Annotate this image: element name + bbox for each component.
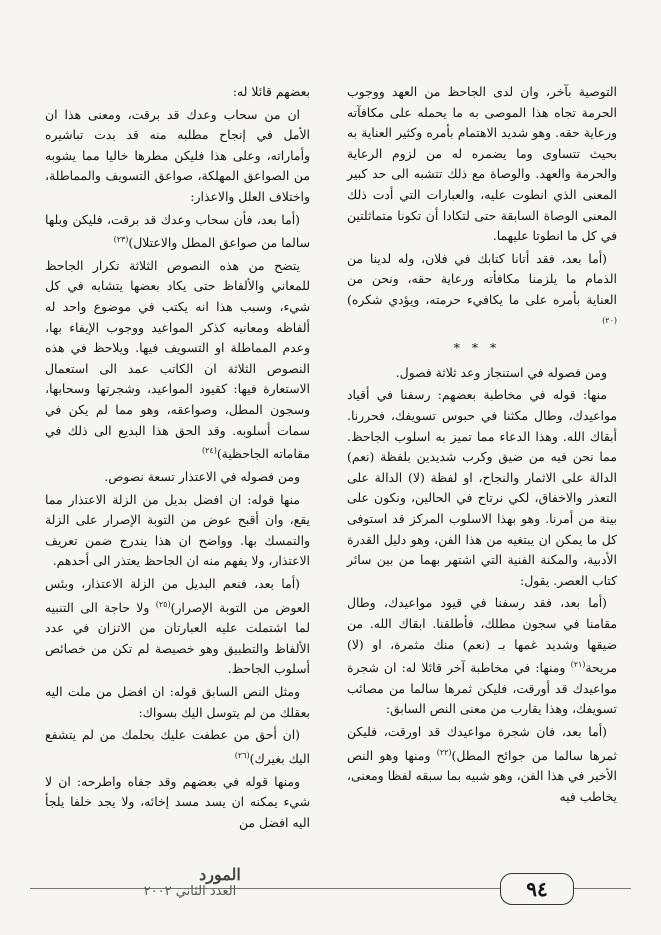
quote-paragraph: (أما بعد، فقد رسفنا في قيود مواعيدك، وطال مقامنا في سجون مطلك، فأطلقنا. ابقاك الله. من ضيقها وشديد غمها بـ (نعم) منك مثمرة، او (لا) مريحة$^{(٢١)}$ ومنها: في مخاطبة آخر قائلا له: ان شجرة مواعيدك قد أورقت، فليكن ثمرها سالما من مصائب تسويفك، وهذا يقارب من معنى النص السابق: [347, 595, 617, 717]
paragraph: ومن فصوله في الاعتذار تسعة نصوص. [104, 468, 300, 484]
journal-issue: العدد الثاني ٢٠٠٢ [143, 884, 237, 899]
quote-paragraph: (أما بعد، فان شجرة مواعيدك قد اورقت، فليكن ثمرها سالما من جوائح المطل)$^{(٢٢)}$ ومنها وهو النص الأخير في هذا الفن، وهو شبيه بما سبقه لفظا ومعنى، يخاطب فيه [347, 724, 617, 804]
paragraph: منها قوله: ان افضل بديل من الزلة الاعتذار مما يقع، وان أقبح عوض من التوبة الإصرار على الزلة والتمسك بها. وواضح ان هذا يندرج ضمن تعريف الاعتذار، ولا يفهم منه ان الجاحظ يعتذر الى أحدهم. [45, 491, 310, 569]
footnote-marker: (٢٠) [602, 315, 617, 325]
paragraph: يتضح من هذه النصوص الثلاثة تكرار الجاحظ للمعاني والألفاظ حتى يكاد بعضها يتشابه في كل شيء، وسبب هذا انه يكتب في موضوع واحد له ألفاظه ومعانيه كذكر المواعيد ووجوب الإيفاء بها، وعدم المماطلة او التسويف فيها. ويلاحظ في هذه النصوص الثلاثة ان الكاتب عمد الى استعمال الاستعارة فيها: كقيود المواعيد، وشجرتها وسحابها، وسجون المطل، وصواعقه، وهو مما لم يكن في سمات أسلوبه. وقد الحق هذا البديع الى ذلك في مقاماته الجاحظية)$^{(٢٤)}$ [45, 257, 310, 462]
quote-paragraph: (أما بعد، فأن سحاب وعدك قد برقت، فليكن وبلها سالما من صواعق المطل والاعتلال)$^{(٢٣)}$ [45, 211, 310, 251]
footnote-marker: (٢٣) [113, 235, 129, 245]
quote-paragraph: (أما بعد، فقد أتانا كتابك في فلان، وله لدينا من الذمام ما يلزمنا مكافأته ورعاية حقه، ونحن من العناية بأمره على ما يكافيء حرمته، ويؤدي شكره)$^{(٢٠)}$ [347, 250, 617, 325]
paragraph: بعضهم قائلا له: [232, 84, 310, 99]
page-number: ٩٤ [500, 873, 574, 905]
quote-paragraph: (أما بعد، فنعم البديل من الزلة الاعتذار، وبئس العوض من التوبة الإصرار)$^{(٢٥)}$ ولا حاجة الى التنبيه لما اشتملت عليه العبارتان من الاتزان في عدد الألفاظ والتطبيق وهو خصيصة لم تكن من خصائص أسلوب الجاحظ. [45, 575, 310, 677]
footnote-marker: (٢٢) [436, 747, 452, 757]
footnote-marker: (٢٥) [155, 599, 171, 609]
quote-paragraph: (ان أحق من عطفت عليك بحلمك من لم يتشفع اليك بغيرك)$^{(٢٦)}$ [45, 727, 310, 766]
paragraph: منها: قوله في مخاطبة بعضهم: رسفنا في أقياد مواعيدك، وطال مكثنا في حبوس تسويفك، فحررنا. أبقاك الله. وهذا الدعاء مما تميز به اسلوب الجاحظ. مما نحن فيه من ضيق وكرب شديدين بلفظة (نعم) الدالة على الاثمار والنجاح، او لفظة (لا) الدالة على التعذر والاخفاق، لكي نرتاح في الحالين، ونكون على بينة من أمرنا. وهو بهذا الاسلوب المركز قد استوفى كل ما يمكن ان يبتغيه من هذا الفن، وهو دليل القدرة الأدبية، والمكنة الفنية التي اشتهر بهما من بين سائر كتاب العصر. يقول: [347, 387, 617, 588]
paragraph: ومن فصوله في استنجاز وعد ثلاثة فصول. [395, 364, 607, 380]
paragraph: ان من سحاب وعدك قد برقت، ومعنى هذا ان الأمل في إنجاح مطلبه منه قد بدت تباشيره وأماراته، وعلى هذا فليكن مطرها خاليا مما يشوبه من الصواعق المهلكة، صواعق التسويف والمماطلة، واختلاف العلل والاعذار: [45, 106, 310, 204]
footnote-marker: (٢٤) [202, 446, 217, 456]
paragraph: ومثل النص السابق قوله: ان افضل من ملت اليه بعقلك من لم يتوسل اليك بسواك: [45, 684, 310, 720]
paragraph: ومنها قوله في بعضهم وقد جفاه واطرحه: ان لا شيء يمكنه ان يسد مسد إخائه، ولا يجد خلفا يلجأ اليه افضل من [45, 773, 310, 830]
footnote-marker: (٢٦) [234, 750, 250, 760]
section-divider: * * * [453, 340, 501, 356]
left-text-column [45, 82, 310, 835]
right-text-column [347, 82, 617, 810]
journal-name: المورد [199, 865, 241, 884]
paragraph: التوصية بآخر، وان لدى الجاحظ من العهد ووجوب الحرمة تجاه هذا الموصى به ما يحمله على مكافآته ورعاية حقه. وهو شديد الاهتمام بأمره وكثير العناية به بحيث تتساوى وما يضمره له من لزوم الرعاية والحرمة والعهد. والوصاة مع ذلك تتشبه الى حد كبير المعنى الذي انطوت عليه، والعبارات التي أدت ذلك المعنى الوصاة السابقة حتى لتكادا أن تكونا متماثلتين في كل ما انطوتا عليهما. [347, 84, 617, 244]
footnote-marker: (٢١) [570, 660, 586, 670]
